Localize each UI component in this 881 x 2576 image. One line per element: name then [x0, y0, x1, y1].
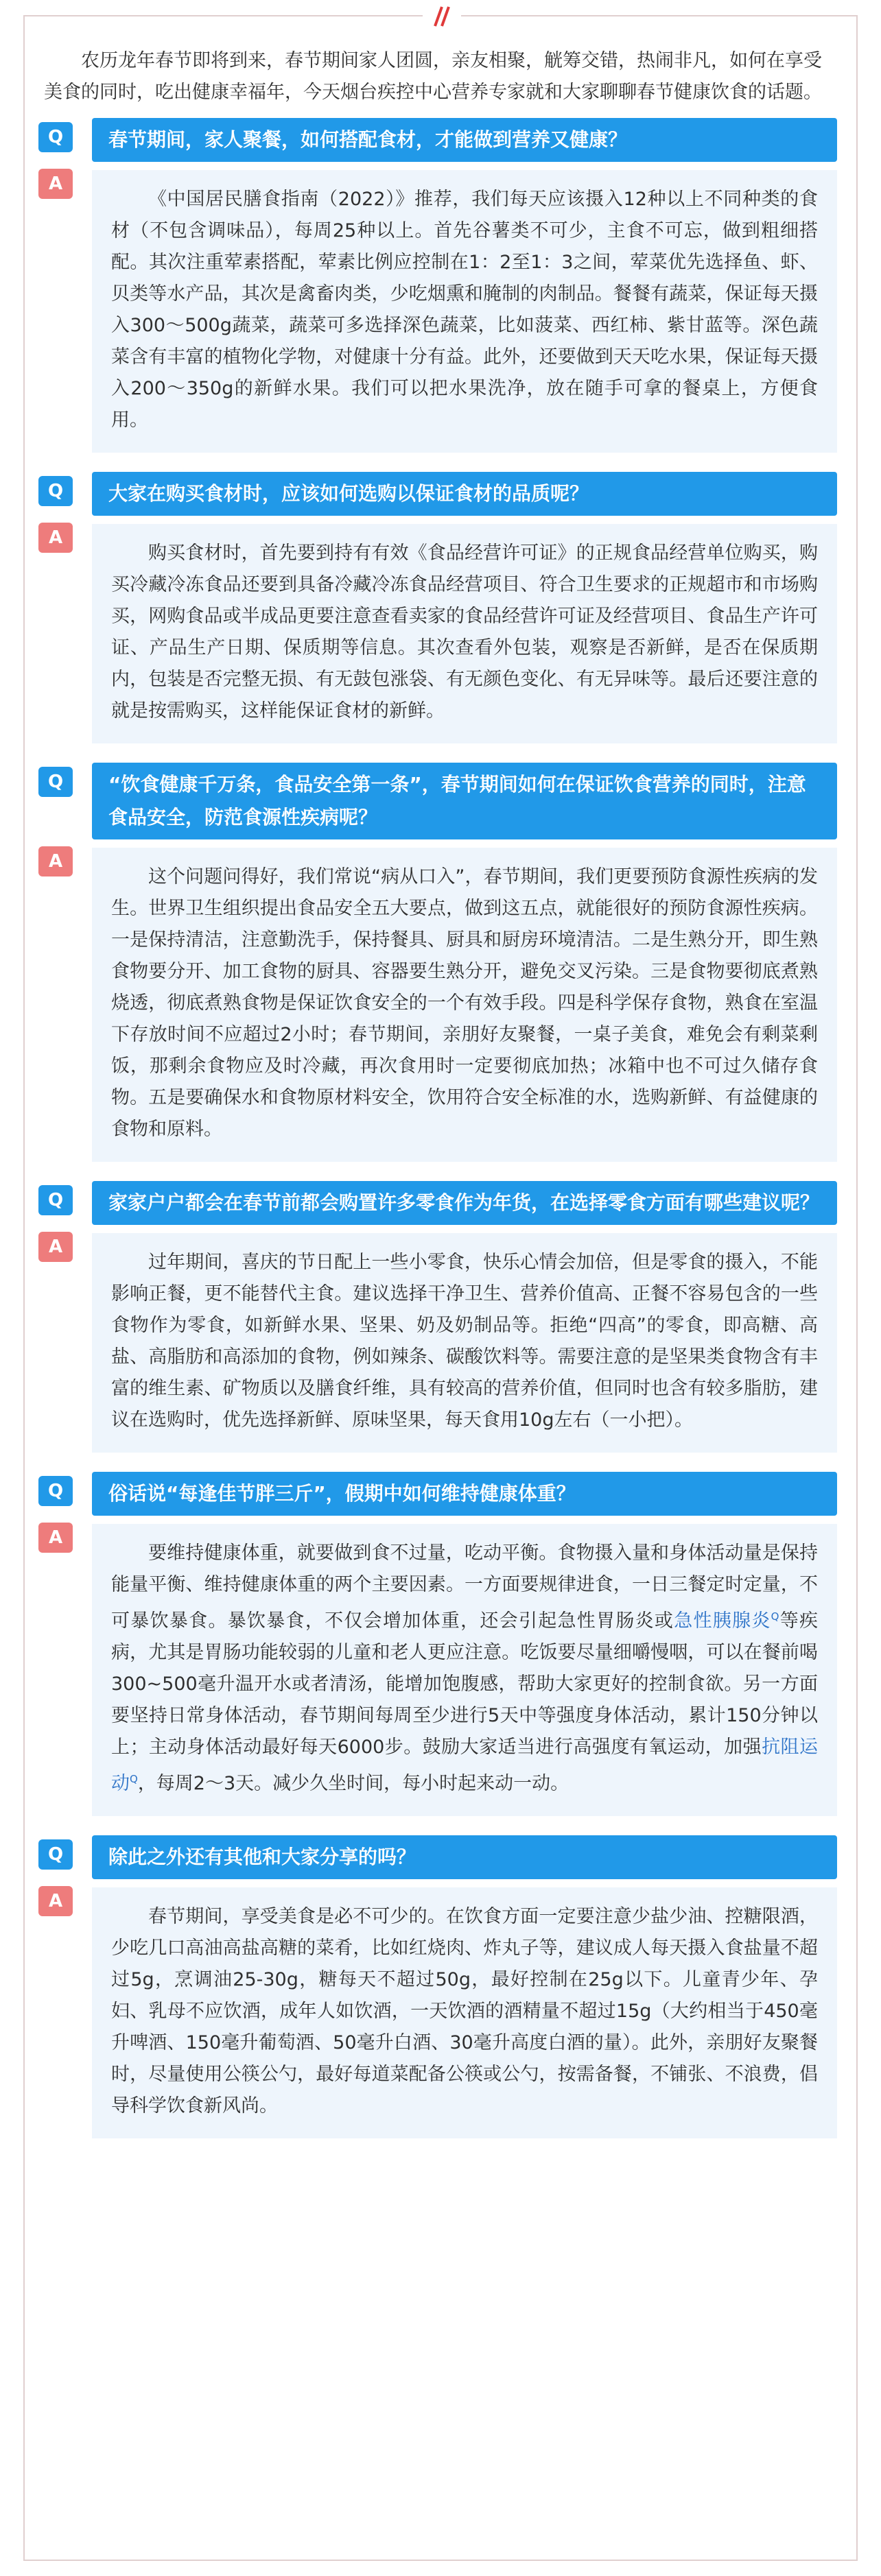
qa-block-2: [38, 472, 843, 743]
qa-block-3: [38, 763, 843, 1162]
answer-box: [92, 848, 837, 1162]
question-bar: 春节期间，家人聚餐，如何搭配食材，才能做到营养又健康？: [92, 118, 837, 162]
answer-box: [92, 1524, 837, 1816]
question-badge: Q: [38, 1476, 73, 1506]
question-badge: Q: [38, 1185, 73, 1215]
question-bar: 俗话说“每逢佳节胖三斤”，假期中如何维持健康体重？: [92, 1472, 837, 1516]
article-body: [38, 45, 843, 2158]
qa-block-5: [38, 1472, 843, 1816]
answer-badge: A: [38, 1232, 73, 1262]
search-link-icon[interactable]: Q: [130, 1773, 138, 1785]
link-resistance-exercise[interactable]: 抗阻运动: [111, 1737, 818, 1794]
answer-text: 春节期间，享受美食是必不可少的。在饮食方面一定要注意少盐少油、控糖限酒，少吃几口高油高盐高糖的菜肴，比如红烧肉、炸丸子等，建议成人每天摄入食盐量不超过5g，烹调油25-30g，糖每天不超过50g，最好控制在25g以下。儿童青少年、孕妇、乳母不应饮酒，成年人如饮酒，一天饮酒的酒精量不超过15g（大约相当于450毫升啤酒、150毫升葡萄酒、50毫升白酒、30毫升高度白酒的量）。此外，亲朋好友聚餐时，尽量使用公筷公勺，最好每道菜配备公筷或公勺，按需备餐，不铺张、不浪费，倡导科学饮食新风尚。: [111, 1906, 818, 2116]
question-bar: 家家户户都会在春节前都会购置许多零食作为年货，在选择零食方面有哪些建议呢？: [92, 1181, 837, 1225]
question-bar: 除此之外还有其他和大家分享的吗？: [92, 1835, 837, 1879]
answer-badge: A: [38, 1886, 73, 1916]
answer-text: 过年期间，喜庆的节日配上一些小零食，快乐心情会加倍，但是零食的摄入，不能影响正餐，更不能替代主食。建议选择干净卫生、营养价值高、正餐不容易包含的一些食物作为零食，如新鲜水果、坚果、奶及奶制品等。拒绝“四高”的零食，即高糖、高盐、高脂肪和高添加的食物，例如辣条、碳酸饮料等。需要注意的是坚果类食物含有丰富的维生素、矿物质以及膳食纤维，具有较高的营养价值，但同时也含有较多脂肪，建议在选购时，优先选择新鲜、原味坚果，每天食用10g左右（一小把）。: [111, 1252, 818, 1431]
qa-block-6: [38, 1835, 843, 2138]
answer-text: 购买食材时，首先要到持有有效《食品经营许可证》的正规食品经营单位购买，购买冷藏冷冻食品还要到具备冷藏冷冻食品经营项目、符合卫生要求的正规超市和市场购买，网购食品或半成品更要注意查看卖家的食品经营许可证及经营项目、食品生产许可证、产品生产日期、保质期等信息。其次查看外包装，观察是否新鲜，是否在保质期内，包装是否完整无损、有无鼓包涨袋、有无颜色变化、有无异味等。最后还要注意的就是按需购买，这样能保证食材的新鲜。: [111, 542, 818, 721]
link-acute-pancreatitis[interactable]: 急性胰腺炎: [674, 1610, 771, 1632]
answer-badge: A: [38, 846, 73, 876]
answer-box: [92, 524, 837, 743]
search-link-icon[interactable]: Q: [771, 1610, 779, 1623]
top-slash-mark: [423, 3, 461, 30]
question-badge: Q: [38, 476, 73, 506]
question-badge: Q: [38, 767, 73, 797]
qa-block-1: [38, 118, 843, 453]
answer-badge: A: [38, 523, 73, 553]
qa-block-4: [38, 1181, 843, 1453]
answer-text-part: 等疾病，尤其是胃肠功能较弱的儿童和老人更应注意。吃饭要尽量细嚼慢咽，可以在餐前喝300~500毫升温开水或者清汤，能增加饱腹感，帮助大家更好的控制食欲。另一方面要坚持日常身体活动，春节期间每周至少进行5天中等强度身体活动，累计150分钟以上；主动身体活动最好每天6000步。鼓励大家适当进行高强度有氧运动，加强: [111, 1610, 819, 1758]
answer-badge: A: [38, 169, 73, 199]
answer-text: 《中国居民膳食指南（2022）》推荐，我们每天应该摄入12种以上不同种类的食材（不包含调味品），每周25种以上。首先谷薯类不可少，主食不可忘，做到粗细搭配。其次注重荤素搭配，荤素比例应控制在1：2至1：3之间，荤菜优先选择鱼、虾、贝类等水产品，其次是禽畜肉类，少吃烟熏和腌制的肉制品。餐餐有蔬菜，保证每天摄入300～500g蔬菜，蔬菜可多选择深色蔬菜，比如菠菜、西红柿、紫甘蓝等。深色蔬菜含有丰富的植物化学物，对健康十分有益。此外，还要做到天天吃水果，保证每天摄入200～350g的新鲜水果。我们可以把水果洗净，放在随手可拿的餐桌上，方便食用。: [111, 189, 818, 431]
answer-text: [111, 1538, 818, 1800]
answer-badge: A: [38, 1523, 73, 1553]
answer-box: [92, 170, 837, 453]
question-badge: Q: [38, 1839, 73, 1870]
question-bar: “饮食健康千万条，食品安全第一条”，春节期间如何在保证饮食营养的同时，注意食品安全，防范食源性疾病呢？: [92, 763, 837, 839]
answer-text-part: 要维持健康体重，就要做到食不过量，吃动平衡。食物摄入量和身体活动量是保持能量平衡、维持健康体重的两个主要因素。一方面要规律进食，一日三餐定时定量，不可暴饮暴食。暴饮暴食，不仅会增加体重，还会引起急性胃肠炎或: [111, 1542, 818, 1632]
answer-box: [92, 1887, 837, 2138]
intro-paragraph: 农历龙年春节即将到来，春节期间家人团圆，亲友相聚，觥筹交错，热闹非凡，如何在享受美食的同时，吃出健康幸福年，今天烟台疾控中心营养专家就和大家聊聊春节健康饮食的话题。: [44, 50, 822, 103]
answer-text: 这个问题问得好，我们常说“病从口入”，春节期间，我们更要预防食源性疾病的发生。世界卫生组织提出食品安全五大要点，做到这五点，就能很好的预防食源性疾病。一是保持清洁，注意勤洗手，保持餐具、厨具和厨房环境清洁。二是生熟分开，即生熟食物要分开、加工食物的厨具、容器要生熟分开，避免交叉污染。三是食物要彻底煮熟烧透，彻底煮熟食物是保证饮食安全的一个有效手段。四是科学保存食物，熟食在室温下存放时间不应超过2小时；春节期间，亲朋好友聚餐，一桌子美食，难免会有剩菜剩饭，那剩余食物应及时冷藏，再次食用时一定要彻底加热；冰箱中也不可过久储存食物。五是要确保水和食物原材料安全，饮用符合安全标准的水，选购新鲜、有益健康的食物和原料。: [111, 866, 818, 1140]
answer-text-part: ，每周2～3天。减少久坐时间，每小时起来动一动。: [137, 1773, 569, 1794]
question-badge: Q: [38, 122, 73, 152]
question-bar: 大家在购买食材时，应该如何选购以保证食材的品质呢？: [92, 472, 837, 516]
answer-box: [92, 1233, 837, 1453]
